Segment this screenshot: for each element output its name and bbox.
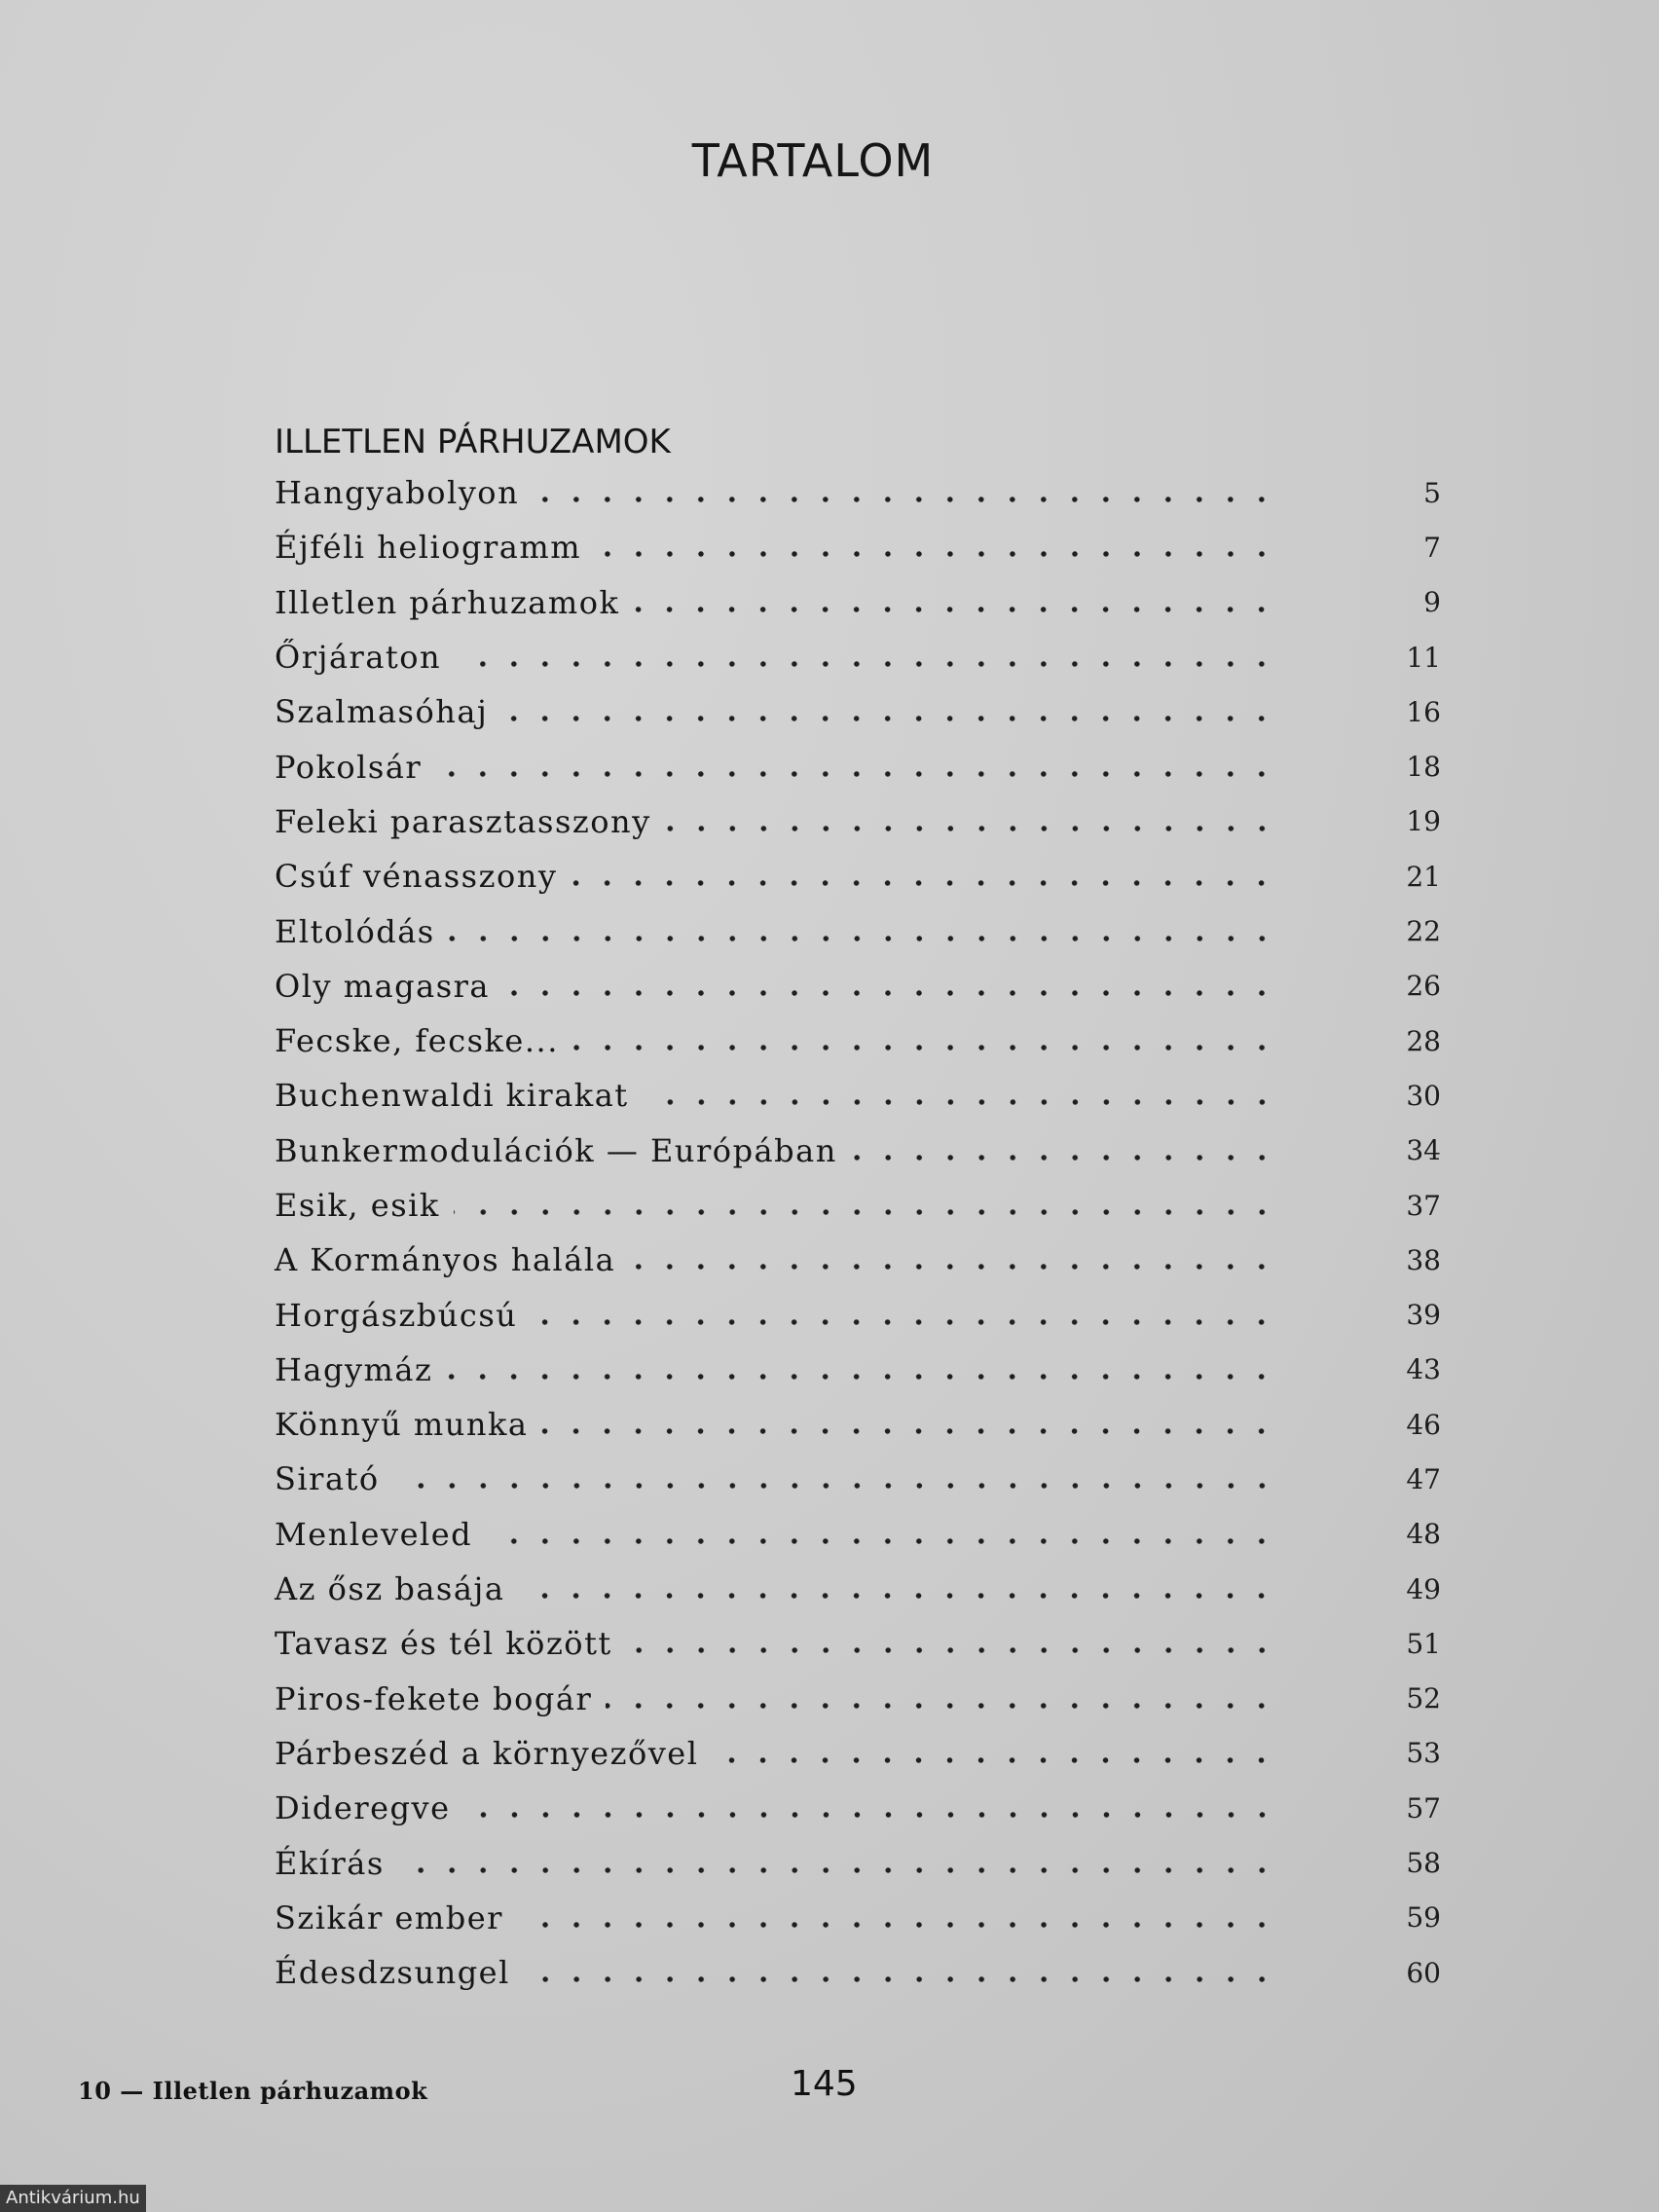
dot-leader — [464, 1812, 1277, 1818]
toc-entry-title: Ékírás — [275, 1844, 385, 1882]
toc-entry — [275, 1397, 1441, 1452]
toc-entry — [275, 1068, 1441, 1123]
toc-entry-page: 49 — [1406, 1572, 1441, 1605]
toc-entry-title: Szalmasóhaj — [275, 693, 489, 731]
dot-leader — [449, 936, 1277, 941]
dot-leader — [517, 1922, 1277, 1928]
dot-leader — [446, 1374, 1277, 1380]
toc-entry-page: 38 — [1406, 1243, 1441, 1276]
toc-entry-title: Esik, esik — [275, 1187, 440, 1224]
printer-signature: 10 — Illetlen párhuzamok — [78, 2077, 428, 2105]
dot-leader — [606, 1703, 1277, 1709]
toc-entry-page: 26 — [1406, 970, 1441, 1003]
dot-leader — [665, 826, 1277, 831]
page-number: 145 — [791, 2064, 858, 2104]
dot-leader — [393, 1483, 1277, 1489]
toc-entry — [275, 849, 1441, 903]
toc-entry-title: Könnyű munka — [275, 1406, 529, 1444]
dot-leader — [455, 661, 1277, 667]
dot-leader — [626, 1647, 1277, 1653]
dot-leader — [524, 1976, 1277, 1982]
toc-entry-title: Buchenwaldi kirakat — [275, 1077, 629, 1115]
toc-entry — [275, 1124, 1441, 1178]
toc-entry — [275, 1014, 1441, 1068]
toc-entry — [275, 1616, 1441, 1671]
toc-entry — [275, 1891, 1441, 1945]
toc-entry-title: Sirató — [275, 1460, 380, 1498]
toc-entry-page: 19 — [1406, 805, 1441, 838]
toc-entry-page: 57 — [1406, 1791, 1441, 1825]
toc-entry-page: 59 — [1406, 1901, 1441, 1935]
toc-entry-title: Hangyabolyon — [275, 474, 520, 512]
dot-leader — [518, 1593, 1277, 1599]
dot-leader — [486, 1538, 1277, 1544]
toc-entry — [275, 1343, 1441, 1397]
dot-leader — [454, 1209, 1277, 1215]
toc-entry-page: 28 — [1406, 1024, 1441, 1057]
toc-entry-page: 22 — [1406, 915, 1441, 948]
toc-entry-page: 37 — [1406, 1189, 1441, 1222]
dot-leader — [541, 1428, 1277, 1434]
toc-entry — [275, 959, 1441, 1014]
toc-entry — [275, 1287, 1441, 1342]
toc-entry-page: 18 — [1406, 751, 1441, 784]
toc-entry-title: Hagymáz — [275, 1350, 433, 1388]
dot-leader — [572, 1045, 1277, 1051]
toc-entry — [275, 903, 1441, 958]
toc-entry-title: Illetlen párhuzamok — [275, 583, 620, 621]
page-title: TARTALOM — [691, 134, 935, 187]
toc-entry — [275, 1233, 1441, 1287]
dot-leader — [712, 1757, 1277, 1763]
toc-entry-title: Piros-fekete bogár — [275, 1679, 593, 1717]
toc-entry-page: 30 — [1406, 1079, 1441, 1112]
toc-entry-title: Horgászbúcsú — [275, 1296, 518, 1334]
toc-entry-page: 58 — [1406, 1847, 1441, 1880]
toc-entry-page: 52 — [1406, 1682, 1441, 1715]
toc-entry — [275, 465, 1441, 520]
toc-entry — [275, 1672, 1441, 1726]
dot-leader — [595, 551, 1277, 557]
dot-leader — [435, 771, 1277, 777]
toc-entry — [275, 1178, 1441, 1233]
toc-entry-title: Oly magasra — [275, 967, 490, 1005]
toc-entry — [275, 1452, 1441, 1506]
toc-entry-page: 60 — [1406, 1956, 1441, 1989]
toc-entry — [275, 520, 1441, 574]
toc-entry-page: 9 — [1423, 586, 1441, 619]
watermark-label: Antikvárium.hu — [0, 2185, 146, 2212]
toc-entry-title: Párbeszéd a környezővel — [275, 1734, 699, 1772]
toc-entry-title: Menleveled — [275, 1515, 473, 1553]
toc-entry-page: 48 — [1406, 1518, 1441, 1551]
toc-entry-page: 16 — [1406, 695, 1441, 728]
toc-entry-title: Feleki parasztasszony — [275, 802, 651, 840]
dot-leader — [633, 607, 1277, 612]
toc-entry — [275, 1726, 1441, 1781]
toc-entry-title: Éjféli heliogramm — [275, 529, 582, 567]
toc-entry-title: Fecske, fecske... — [275, 1022, 559, 1060]
toc-entry-title: Pokolsár — [275, 748, 423, 786]
toc-entry-page: 47 — [1406, 1462, 1441, 1495]
dot-leader — [503, 990, 1277, 996]
toc-entry — [275, 684, 1441, 739]
toc-entry-title: Édesdzsungel — [275, 1954, 510, 1992]
toc-entry-title: Eltolódás — [275, 912, 435, 950]
section-heading: ILLETLEN PÁRHUZAMOK — [275, 423, 671, 461]
dot-leader — [531, 1319, 1277, 1325]
toc-entry-page: 5 — [1423, 476, 1441, 509]
toc-entry-page: 7 — [1423, 531, 1441, 564]
toc-entry-page: 43 — [1406, 1353, 1441, 1386]
toc-entry — [275, 739, 1441, 793]
toc-entry — [275, 1945, 1441, 2000]
toc-entry-title: Dideregve — [275, 1789, 451, 1827]
toc-entry-title: Az ősz basája — [275, 1570, 505, 1608]
toc-entry-title: Szikár ember — [275, 1899, 503, 1936]
toc-entry — [275, 794, 1441, 849]
toc-entry — [275, 575, 1441, 630]
dot-leader — [533, 497, 1277, 502]
toc-entry-page: 53 — [1406, 1737, 1441, 1770]
toc-entry-title: A Kormányos halála — [275, 1241, 616, 1279]
toc-entry-page: 11 — [1406, 641, 1441, 674]
table-of-contents — [275, 465, 1441, 2000]
toc-entry-title: Csúf vénasszony — [275, 858, 558, 896]
dot-leader — [398, 1867, 1277, 1873]
dot-leader — [571, 880, 1277, 886]
toc-entry-title: Őrjáraton — [275, 639, 442, 677]
dot-leader — [629, 1264, 1277, 1270]
dot-leader — [643, 1099, 1277, 1105]
toc-entry-page: 34 — [1406, 1134, 1441, 1167]
toc-entry — [275, 1507, 1441, 1562]
toc-entry — [275, 1562, 1441, 1616]
toc-entry — [275, 630, 1441, 684]
toc-entry-page: 21 — [1406, 860, 1441, 893]
dot-leader — [501, 716, 1277, 721]
dot-leader — [851, 1155, 1277, 1161]
toc-entry — [275, 1781, 1441, 1835]
toc-entry-page: 51 — [1406, 1627, 1441, 1660]
toc-entry — [275, 1835, 1441, 1890]
toc-entry-page: 46 — [1406, 1408, 1441, 1441]
toc-entry-title: Bunkermodulációk — Európában — [275, 1131, 837, 1169]
toc-entry-title: Tavasz és tél között — [275, 1625, 612, 1663]
toc-entry-page: 39 — [1406, 1299, 1441, 1332]
